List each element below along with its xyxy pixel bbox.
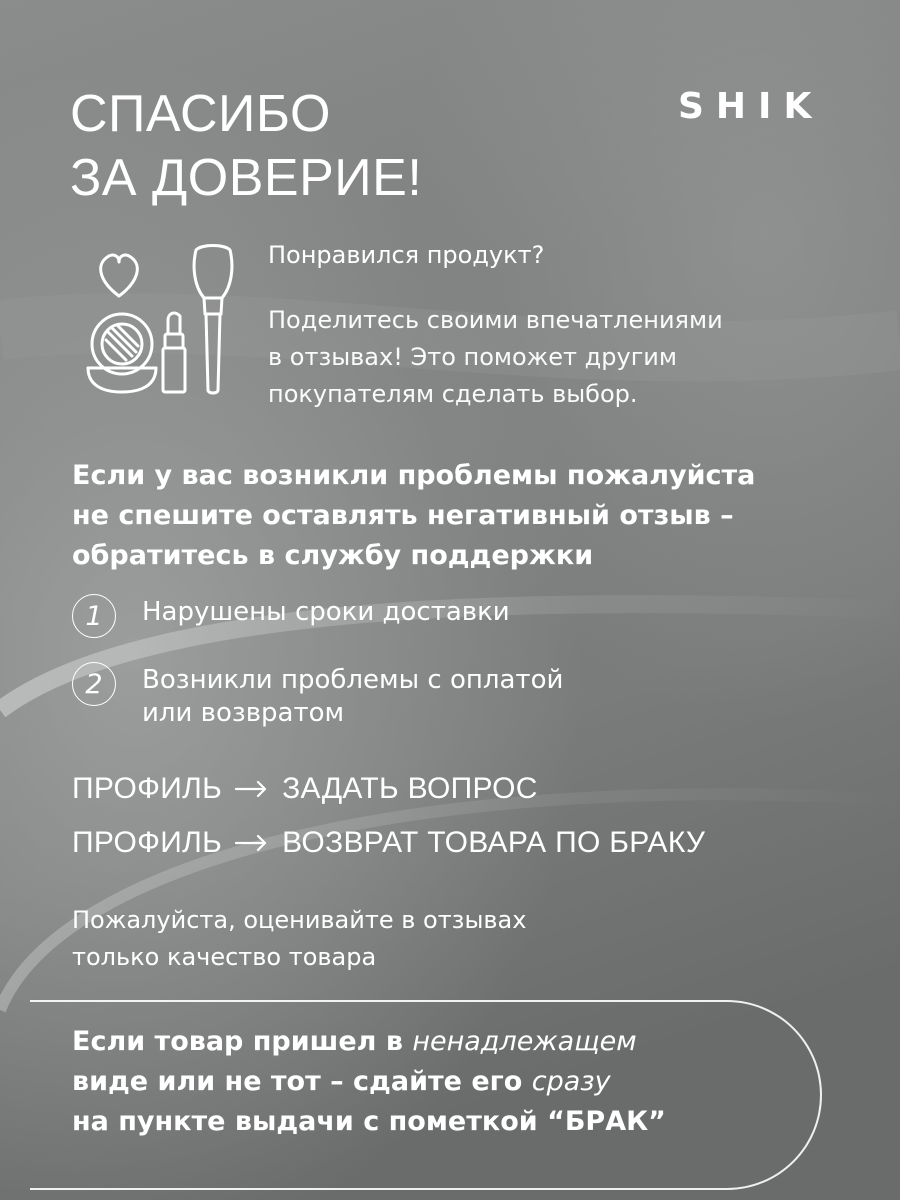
reason-item	[72, 594, 510, 638]
reason-line: Нарушены сроки доставки	[142, 597, 510, 627]
problems-line-1: Если у вас возникли проблемы пожалуйста	[72, 460, 756, 491]
defect-text-emphasis: ненадлежащем	[412, 1026, 637, 1057]
problems-line-2: не спешите оставлять негативный отзыв –	[72, 500, 734, 531]
path-to: ЗАДАТЬ ВОПРОС	[282, 772, 538, 805]
defect-line-3	[72, 1102, 792, 1142]
lipstick-icon	[163, 313, 185, 392]
defect-line-1	[72, 1022, 792, 1062]
path-to: ВОЗВРАТ ТОВАРА ПО БРАКУ	[282, 826, 706, 859]
defect-text-part: на пункте выдачи с пометкой “БРАК”	[72, 1106, 666, 1137]
support-path-question	[72, 770, 538, 808]
cosmetics-illustration	[84, 240, 254, 400]
reason-line: Возникли проблемы с оплатой	[142, 665, 564, 695]
arrow-right-icon	[234, 780, 268, 798]
page-title	[70, 82, 422, 210]
title-line-1: СПАСИБО	[70, 85, 331, 143]
defect-line-2	[72, 1062, 792, 1102]
defect-text-emphasis: сразу	[531, 1066, 611, 1097]
heart-icon	[101, 255, 138, 296]
defect-text-part: Если товар пришел в	[72, 1026, 413, 1057]
feedback-line-1: Поделитесь своими впечатлениями	[268, 306, 723, 334]
path-from: ПРОФИЛЬ	[72, 826, 223, 859]
defect-notice-text	[72, 1022, 792, 1142]
reason-item	[72, 662, 563, 730]
title-line-2: ЗА ДОВЕРИЕ!	[70, 149, 423, 207]
feedback-line-3: покупателям сделать выбор.	[268, 380, 638, 408]
path-from: ПРОФИЛЬ	[72, 772, 223, 805]
arrow-right-icon	[234, 834, 268, 852]
support-path-return	[72, 824, 705, 862]
reason-text	[142, 662, 563, 730]
feedback-line-2: в отзывах! Это поможет другим	[268, 343, 678, 371]
reason-number-badge: 2	[72, 662, 116, 706]
rating-note	[72, 902, 772, 976]
note-line-2: только качество товара	[72, 943, 377, 971]
problems-line-3: обратитесь в службу поддержки	[72, 540, 594, 571]
problems-notice	[72, 456, 872, 576]
compact-powder-icon	[88, 314, 156, 392]
feedback-text	[268, 302, 868, 413]
reason-number-badge: 1	[72, 594, 116, 638]
note-line-1: Пожалуйста, оценивайте в отзывах	[72, 906, 527, 934]
brand-logo: SHIK	[678, 86, 824, 127]
reason-text	[142, 594, 510, 629]
feedback-heading: Понравился продукт?	[268, 241, 545, 269]
defect-text-part: виде или не тот – сдайте его	[72, 1066, 532, 1097]
makeup-brush-icon	[194, 246, 232, 394]
reason-line: или возвратом	[142, 698, 345, 728]
